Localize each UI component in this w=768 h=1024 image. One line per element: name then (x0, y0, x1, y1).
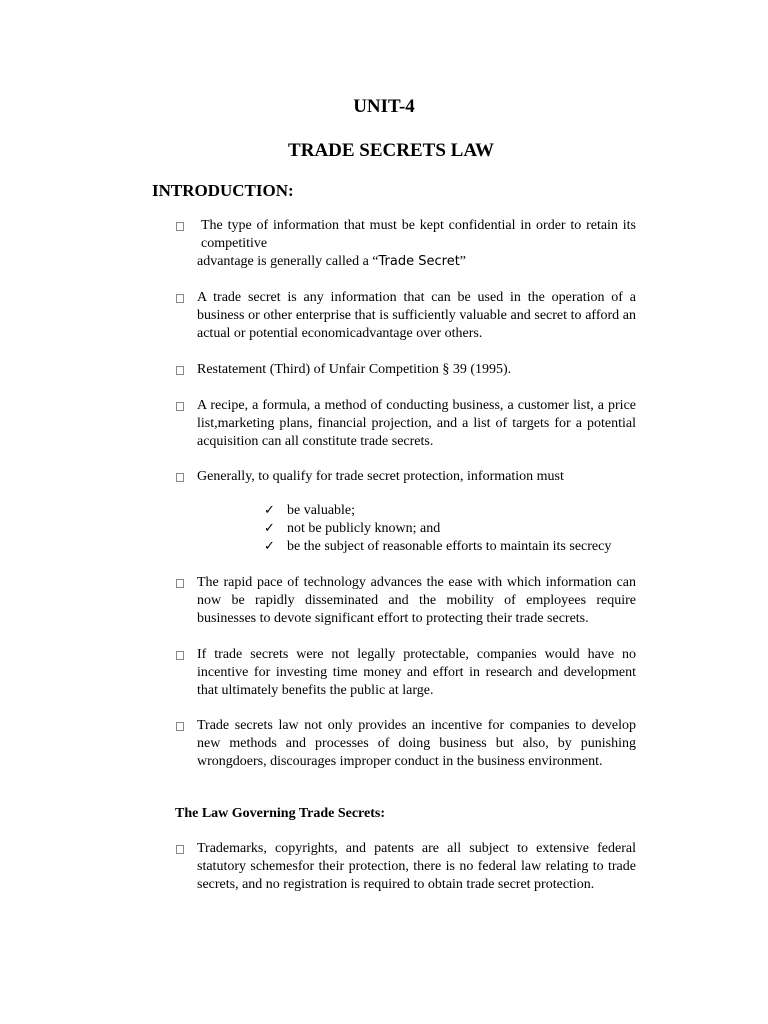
checklist-item: ✓ not be publicly known; and (264, 521, 441, 536)
bullet-item-7: If trade secrets were not legally protectable, companies would have no incentive for investing time money and effort in research and development that ultimately benefits the public at large. (176, 646, 636, 700)
bullet-box-icon (176, 651, 184, 660)
introduction-heading: INTRODUCTION: (152, 181, 294, 200)
checklist-item: ✓ be valuable; (264, 503, 356, 518)
unit-title: UNIT-4 (353, 96, 415, 117)
trade-secret-term: Trade Secret (378, 254, 460, 269)
bullet-box-icon (176, 366, 184, 375)
bullet-box-icon (176, 845, 184, 854)
bullet-item-4: A recipe, a formula, a method of conducting business, a customer list, a price list,marketing plans, financial projection, and a list of targets for a potential acquisition can all constitute trade secrets. (176, 397, 636, 451)
requirements-checklist (264, 502, 611, 556)
checkmark-icon: ✓ (264, 503, 275, 518)
bullet-box-icon (176, 294, 184, 303)
bullet-item-9: Trademarks, copyrights, and patents are all subject to extensive federal statutory schemesfor their protection, there is no federal law relating to trade secrets, and no registration is required to obtain trade secret protection. (176, 840, 636, 894)
bullet-1-line-1: The type of information that must be kept confidential in order to retain its (201, 218, 636, 233)
bullet-1-line-3: advantage is generally called a “Trade Secret” (197, 254, 467, 269)
bullet-item-8: Trade secrets law not only provides an incentive for companies to develop new methods and processes of doing business but also, by punishing wrongdoers, discourages improper conduct in the business environment. (176, 717, 636, 771)
bullet-item-1 (176, 217, 636, 271)
bullet-item-5: Generally, to qualify for trade secret protection, information must (176, 468, 636, 486)
bullet-box-icon (176, 722, 184, 731)
bullet-item-3: Restatement (Third) of Unfair Competition § 39 (1995). (176, 361, 636, 379)
checklist-item: ✓ be the subject of reasonable efforts to maintain its secrecy (264, 539, 612, 554)
checkmark-icon: ✓ (264, 539, 275, 554)
bullet-box-icon (176, 579, 184, 588)
bullet-1-line-2: competitive (201, 236, 268, 251)
document-title: TRADE SECRETS LAW (288, 140, 494, 161)
bullet-item-2: A trade secret is any information that can be used in the operation of a business or other enterprise that is sufficiently valuable and secret to afford an actual or potential economicadvantage over others. (176, 289, 636, 343)
bullet-box-icon (176, 473, 184, 482)
checkmark-icon: ✓ (264, 521, 275, 536)
bullet-box-icon (176, 222, 184, 231)
law-governing-heading: The Law Governing Trade Secrets: (175, 806, 385, 821)
bullet-box-icon (176, 402, 184, 411)
bullet-item-6: The rapid pace of technology advances the ease with which information can now be rapidly disseminated and the mobility of employees require businesses to devote significant effort to protecting their trade secrets. (176, 574, 636, 628)
